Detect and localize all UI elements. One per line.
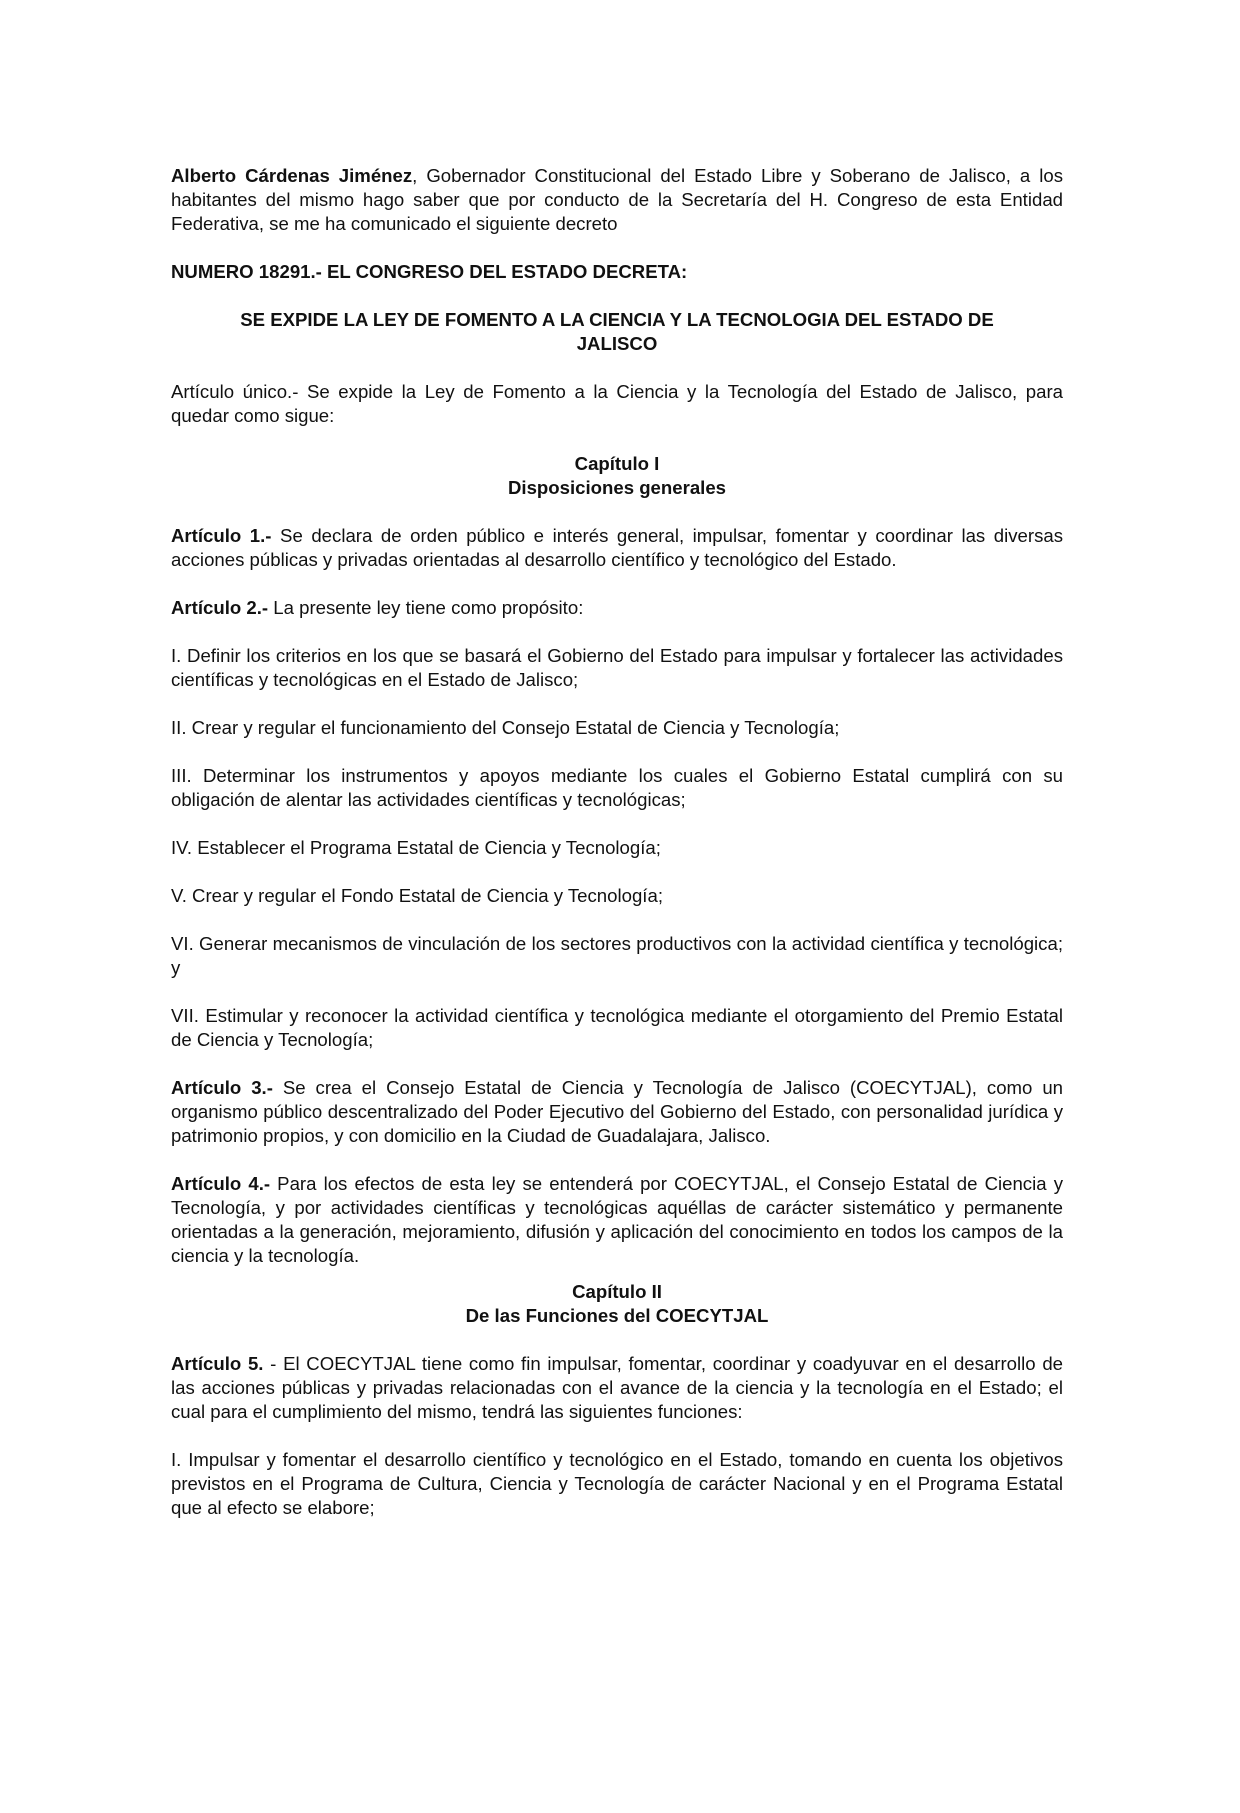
chapter-2-heading <box>171 1280 1063 1328</box>
decree-number: NUMERO 18291.- EL CONGRESO DEL ESTADO DECRETA: <box>171 261 688 282</box>
article-4-label: Artículo 4.- <box>171 1173 271 1194</box>
chapter-2-title: De las Funciones del COECYTJAL <box>465 1305 769 1326</box>
chapter-1-heading <box>171 452 1063 500</box>
chapter-1-number: Capítulo I <box>574 453 660 474</box>
article-2-item-3: III. Determinar los instrumentos y apoyos mediante los cuales el Gobierno Estatal cumplirá con su obligación de alentar las actividades científicas y tecnológicas; <box>171 765 1063 810</box>
article-3-label: Artículo 3.- <box>171 1077 273 1098</box>
governor-name: Alberto Cárdenas Jiménez <box>171 165 413 186</box>
article-2-item-2: II. Crear y regular el funcionamiento del Consejo Estatal de Ciencia y Tecnología; <box>171 717 840 738</box>
article-5-label: Artículo 5. <box>171 1353 264 1374</box>
article-5-text: - El COECYTJAL tiene como fin impulsar, fomentar, coordinar y coadyuvar en el desarrollo de las acciones públicas y privadas relacionadas con el avance de la ciencia y la tecnología en el Estado; el cual para el cumplimiento del mismo, tendrá las siguientes funciones: <box>171 1353 1063 1422</box>
article-1-text: Se declara de orden público e interés general, impulsar, fomentar y coordinar las diversas acciones públicas y privadas orientadas al desarrollo científico y tecnológico del Estado. <box>171 525 1064 570</box>
chapter-1-title: Disposiciones generales <box>507 477 727 498</box>
intro-paragraph <box>171 164 1063 236</box>
document-page <box>171 164 1063 1520</box>
article-4 <box>171 1172 1063 1268</box>
articulo-unico: Artículo único.- Se expide la Ley de Fomento a la Ciencia y la Tecnología del Estado de Jalisco, para quedar como sigue: <box>171 381 1063 426</box>
article-2-item-5: V. Crear y regular el Fondo Estatal de Ciencia y Tecnología; <box>171 885 663 906</box>
article-2-item-1: I. Definir los criterios en los que se basará el Gobierno del Estado para impulsar y fortalecer las actividades científicas y tecnológicas en el Estado de Jalisco; <box>171 645 1063 690</box>
intro-text: , Gobernador Constitucional del Estado Libre y Soberano de Jalisco, a los habitantes del mismo hago saber que por conducto de la Secretaría del H. Congreso de esta Entidad Federativa, se me ha comunicado el siguiente decreto <box>171 165 1063 234</box>
article-1 <box>171 524 1063 572</box>
article-1-label: Artículo 1.- <box>171 525 272 546</box>
article-2-label: Artículo 2.- <box>171 597 269 618</box>
article-3 <box>171 1076 1063 1148</box>
article-2-item-7: VII. Estimular y reconocer la actividad científica y tecnológica mediante el otorgamiento del Premio Estatal de Ciencia y Tecnología; <box>171 1005 1063 1050</box>
article-2-item-4: IV. Establecer el Programa Estatal de Ciencia y Tecnología; <box>171 837 661 858</box>
article-4-text: Para los efectos de esta ley se entenderá por COECYTJAL, el Consejo Estatal de Ciencia y Tecnología, y por actividades científicas y tecnológicas aquéllas de carácter sistemático y permanente orientadas a la generación, mejoramiento, difusión y aplicación del conocimiento en todos los campos de la ciencia y la tecnología. <box>171 1173 1063 1266</box>
article-2-item-6: VI. Generar mecanismos de vinculación de los sectores productivos con la actividad científica y tecnológica; y <box>171 933 1063 978</box>
article-5 <box>171 1352 1063 1424</box>
chapter-2-number: Capítulo II <box>572 1281 662 1302</box>
article-5-item-1: I. Impulsar y fomentar el desarrollo científico y tecnológico en el Estado, tomando en cuenta los objetivos previstos en el Programa de Cultura, Ciencia y Tecnología de carácter Nacional y en el Programa Estatal que al efecto se elabore; <box>171 1449 1063 1518</box>
article-2-text: La presente ley tiene como propósito: <box>268 597 584 618</box>
article-3-text: Se crea el Consejo Estatal de Ciencia y Tecnología de Jalisco (COECYTJAL), como un organismo público descentralizado del Poder Ejecutivo del Gobierno del Estado, con personalidad jurídica y patrimonio propios, y con domicilio en la Ciudad de Guadalajara, Jalisco. <box>171 1077 1063 1146</box>
article-2 <box>171 596 1063 620</box>
decree-title: SE EXPIDE LA LEY DE FOMENTO A LA CIENCIA Y LA TECNOLOGIA DEL ESTADO DE JALISCO <box>240 309 994 354</box>
